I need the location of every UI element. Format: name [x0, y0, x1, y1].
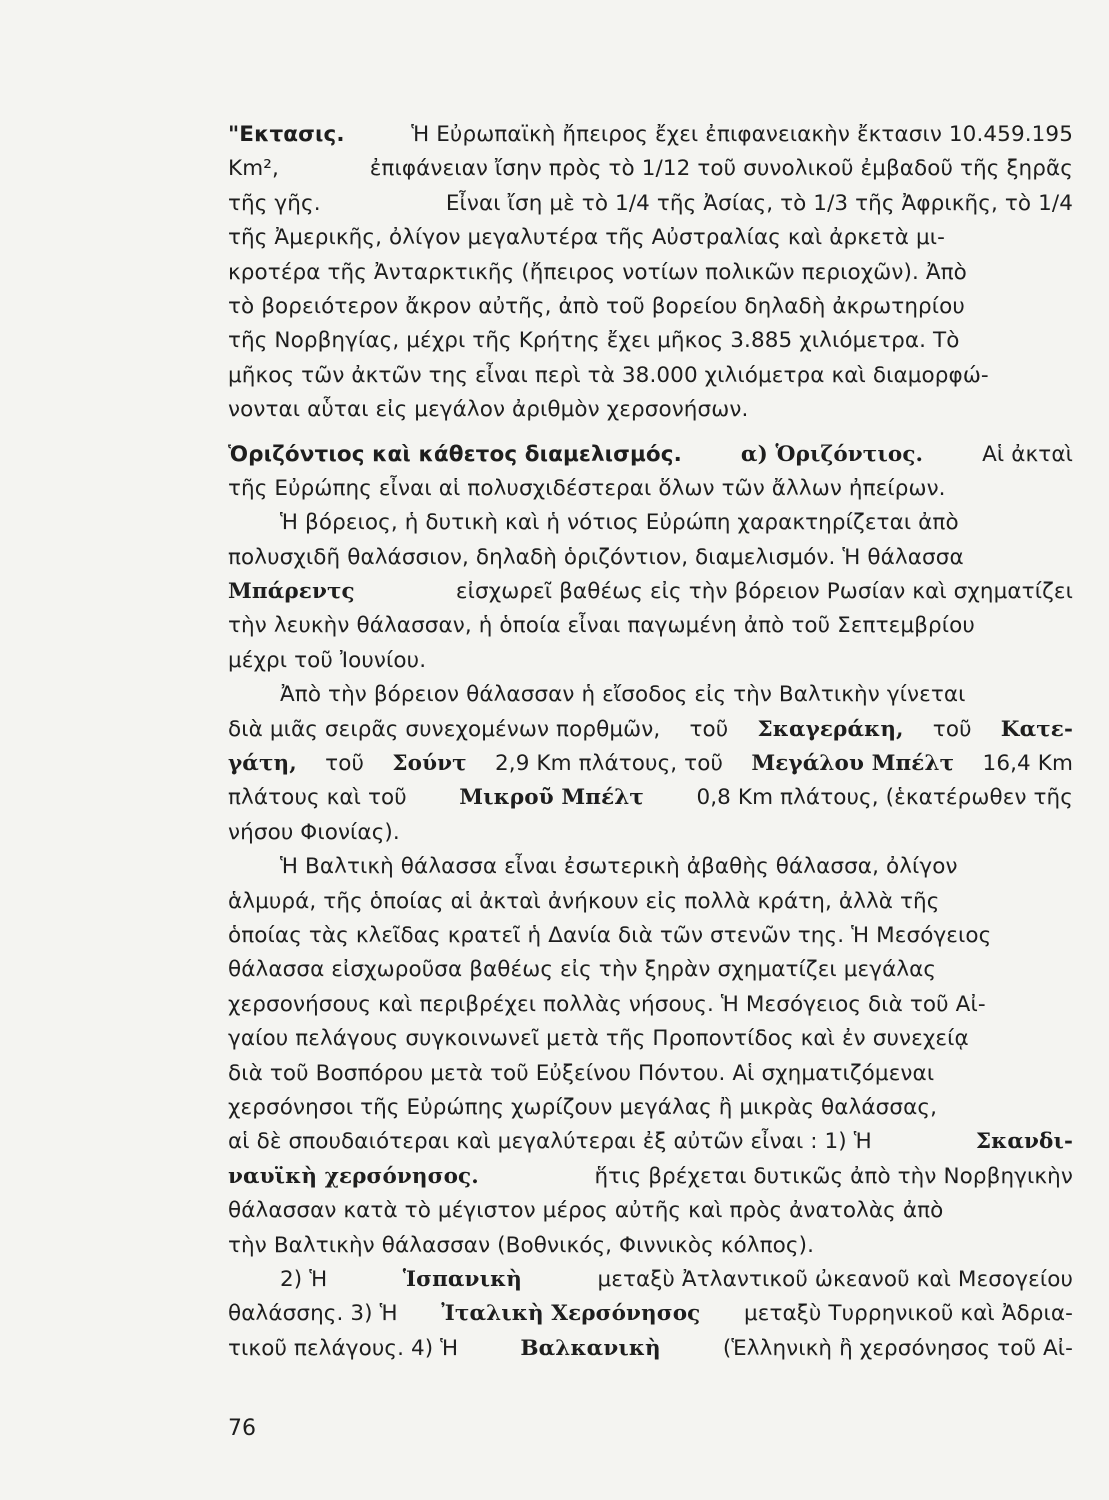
text-run: τικοῦ πελάγους. 4) Ἡ — [228, 1335, 459, 1361]
text-run: χερσονήσους καὶ περιβρέχει πολλὰς νήσους. Ἡ Μεσόγειος διὰ τοῦ Αἰ- — [228, 991, 986, 1017]
text-run: ἥτις βρέχεται δυτικῶς ἀπὸ τὴν Νορβηγικὴν — [594, 1163, 1073, 1189]
text-line — [228, 850, 1073, 884]
text-run: Ἡ βόρειος, ἡ δυτικὴ καὶ ἡ νότιος Εὐρώπη χαρακτηρίζεται ἀπὸ — [280, 510, 959, 536]
text-run: 0,8 Km πλάτους, (ἑκατέρωθεν τῆς — [696, 785, 1073, 811]
text-line — [228, 781, 1073, 815]
text-line — [228, 988, 1073, 1022]
text-run: αἱ δὲ σπουδαιότεραι καὶ μεγαλύτεραι ἐξ αὐτῶν εἶναι : 1) Ἡ — [228, 1129, 872, 1155]
text-line — [228, 644, 1073, 678]
bold-term: γάτη, — [228, 751, 297, 777]
text-line — [228, 1091, 1073, 1125]
text-run: θάλασσαν κατὰ τὸ μέγιστον μέρος αὐτῆς καὶ πρὸς ἀνατολὰς ἀπὸ — [228, 1198, 944, 1224]
text-line — [228, 1332, 1073, 1366]
text-run: μῆκος τῶν ἀκτῶν της εἶναι περὶ τὰ 38.000 χιλιόμετρα καὶ διαμορφώ- — [228, 362, 989, 388]
text-run: μέχρι τοῦ Ἰουνίου. — [228, 647, 427, 673]
bold-term: Ὁριζόντιος καὶ κάθετος διαμελισμός. — [228, 441, 682, 467]
text-run: μεταξὺ Ἀτλαντικοῦ ὠκεανοῦ καὶ Μεσογείου — [597, 1266, 1073, 1292]
body-text — [228, 118, 1073, 1366]
text-run: Km², — [228, 156, 279, 182]
text-line — [228, 953, 1073, 987]
bold-term: ναυϊκὴ χερσόνησος. — [228, 1163, 479, 1189]
bold-term: "Εκτασις. — [228, 122, 345, 147]
text-line — [228, 1160, 1073, 1194]
text-run: πλάτους καὶ τοῦ — [228, 785, 407, 811]
text-line — [228, 919, 1073, 953]
text-run: διὰ μιᾶς σειρᾶς συνεχομένων πορθμῶν, — [228, 716, 661, 742]
text-line — [228, 747, 1073, 781]
text-run: Εἶναι ἴση μὲ τὸ 1/4 τῆς Ἀσίας, τὸ 1/3 τῆς Ἀφρικῆς, τὸ 1/4 — [445, 190, 1073, 216]
bold-term: α) Ὁριζόντιος. — [740, 441, 924, 467]
text-run: τοῦ — [325, 751, 364, 777]
text-run: τῆς Εὐρώπης εἶναι αἱ πολυσχιδέστεραι ὅλων τῶν ἄλλων ἠπείρων. — [228, 475, 946, 501]
text-run: τοῦ — [689, 716, 729, 742]
text-line — [228, 221, 1073, 255]
text-line — [228, 1297, 1073, 1331]
text-line — [228, 1057, 1073, 1091]
text-run: ἐπιφάνειαν ἴσην πρὸς τὸ 1/12 τοῦ συνολικοῦ ἐμβαδοῦ τῆς ξηρᾶς — [369, 156, 1073, 182]
text-line — [228, 1125, 1073, 1159]
text-run: 2) Ἡ — [280, 1266, 328, 1292]
text-run: ὁποίας τὰς κλεῖδας κρατεῖ ἡ Δανία διὰ τῶν στενῶν της. Ἡ Μεσόγειος — [228, 922, 992, 948]
text-line — [228, 678, 1073, 712]
bold-term: Σούντ — [392, 751, 467, 777]
text-line — [228, 359, 1073, 393]
text-line — [228, 1263, 1073, 1297]
text-line — [228, 541, 1073, 575]
text-run: τῆς γῆς. — [228, 190, 321, 216]
text-run: 2,9 Km πλάτους, τοῦ — [495, 751, 724, 777]
text-line — [228, 256, 1073, 290]
text-run: Ἀπὸ τὴν βόρειον θάλασσαν ἡ εἴσοδος εἰς τὴν Βαλτικὴν γίνεται — [280, 682, 966, 708]
text-run: πολυσχιδῆ θαλάσσιον, δηλαδὴ ὁριζόντιον, διαμελισμόν. Ἡ θάλασσα — [228, 544, 964, 570]
text-run: τοῦ — [932, 716, 972, 742]
text-run: χερσόνησοι τῆς Εὐρώπης χωρίζουν μεγάλας ἢ μικρὰς θαλάσσας, — [228, 1094, 938, 1120]
text-run: διὰ τοῦ Βοσπόρου μετὰ τοῦ Εὐξείνου Πόντου. Αἱ σχηματιζόμεναι — [228, 1060, 935, 1086]
bold-term: Μικροῦ Μπέλτ — [459, 785, 644, 811]
text-line — [228, 1194, 1073, 1228]
text-run: (Ἑλληνικὴ ἢ χερσόνησος τοῦ Αἰ- — [722, 1335, 1073, 1361]
text-run: γαίου πελάγους συγκοινωνεῖ μετὰ τῆς Προποντίδος καὶ ἐν συνεχείᾳ — [228, 1026, 969, 1052]
text-run: τὸ βορειότερον ἄκρον αὐτῆς, ἀπὸ τοῦ βορείου δηλαδὴ ἀκρωτηρίου — [228, 293, 965, 319]
text-line — [228, 506, 1073, 540]
page-number: 76 — [228, 1416, 256, 1441]
text-line — [228, 816, 1073, 850]
bold-term: Κατε- — [1000, 716, 1073, 742]
bold-term: Βαλκανικὴ — [520, 1335, 661, 1361]
bold-term: Σκαγεράκη, — [757, 716, 904, 742]
text-line — [228, 1022, 1073, 1056]
bold-term: Σκανδι- — [975, 1129, 1073, 1155]
text-line — [228, 713, 1073, 747]
text-line — [228, 1229, 1073, 1263]
text-line — [228, 609, 1073, 643]
text-line — [228, 438, 1073, 472]
bold-term: Μπάρεντς — [228, 579, 355, 605]
text-run: μεταξὺ Τυρρηνικοῦ καὶ Ἀδρια- — [743, 1301, 1073, 1327]
text-line — [228, 472, 1073, 506]
bold-term: Ἰταλικὴ Χερσόνησος — [441, 1301, 701, 1327]
text-run: νονται αὗται εἰς μεγάλον ἀριθμὸν χερσονήσων. — [228, 397, 749, 423]
text-run: θάλασσα εἰσχωροῦσα βαθέως εἰς τὴν ξηρὰν σχηματίζει μεγάλας — [228, 957, 937, 983]
text-line — [228, 324, 1073, 358]
paragraph-gap — [228, 428, 1073, 438]
text-run: Ἡ Βαλτικὴ θάλασσα εἶναι ἐσωτερικὴ ἀβαθὴς θάλασσα, ὀλίγον — [280, 854, 958, 880]
text-line — [228, 187, 1073, 221]
text-run: εἰσχωρεῖ βαθέως εἰς τὴν βόρειον Ρωσίαν καὶ σχηματίζει — [455, 579, 1073, 605]
text-line — [228, 152, 1073, 186]
text-run: νήσου Φιονίας). — [228, 819, 400, 845]
text-run: Αἱ ἀκταὶ — [982, 441, 1073, 467]
text-run: τῆς Ἀμερικῆς, ὀλίγον μεγαλυτέρα τῆς Αὐστραλίας καὶ ἀρκετὰ μι- — [228, 225, 946, 251]
text-line — [228, 393, 1073, 427]
text-line — [228, 575, 1073, 609]
text-run: θαλάσσης. 3) Ἡ — [228, 1301, 398, 1327]
text-run: τὴν λευκὴν θάλασσαν, ἡ ὁποία εἶναι παγωμένη ἀπὸ τοῦ Σεπτεμβρίου — [228, 613, 975, 639]
text-line — [228, 885, 1073, 919]
text-line — [228, 290, 1073, 324]
text-run: Ἡ Εὐρωπαϊκὴ ἤπειρος ἔχει ἐπιφανειακὴν ἔκτασιν 10.459.195 — [411, 122, 1073, 147]
bold-term: Ἱσπανικὴ — [402, 1266, 523, 1292]
text-run: 16,4 Km — [982, 751, 1073, 777]
text-run: τῆς Νορβηγίας, μέχρι τῆς Κρήτης ἔχει μῆκος 3.885 χιλιόμετρα. Τὸ — [228, 328, 960, 354]
bold-term: Μεγάλου Μπέλτ — [751, 751, 955, 777]
text-run: ἁλμυρά, τῆς ὁποίας αἱ ἀκταὶ ἀνήκουν εἰς πολλὰ κράτη, ἀλλὰ τῆς — [228, 888, 940, 914]
text-line — [228, 118, 1073, 152]
text-run: κροτέρα τῆς Ἀνταρκτικῆς (ἤπειρος νοτίων πολικῶν περιοχῶν). Ἀπὸ — [228, 259, 967, 285]
text-run: τὴν Βαλτικὴν θάλασσαν (Βοθνικός, Φιννικὸς κόλπος). — [228, 1232, 815, 1258]
